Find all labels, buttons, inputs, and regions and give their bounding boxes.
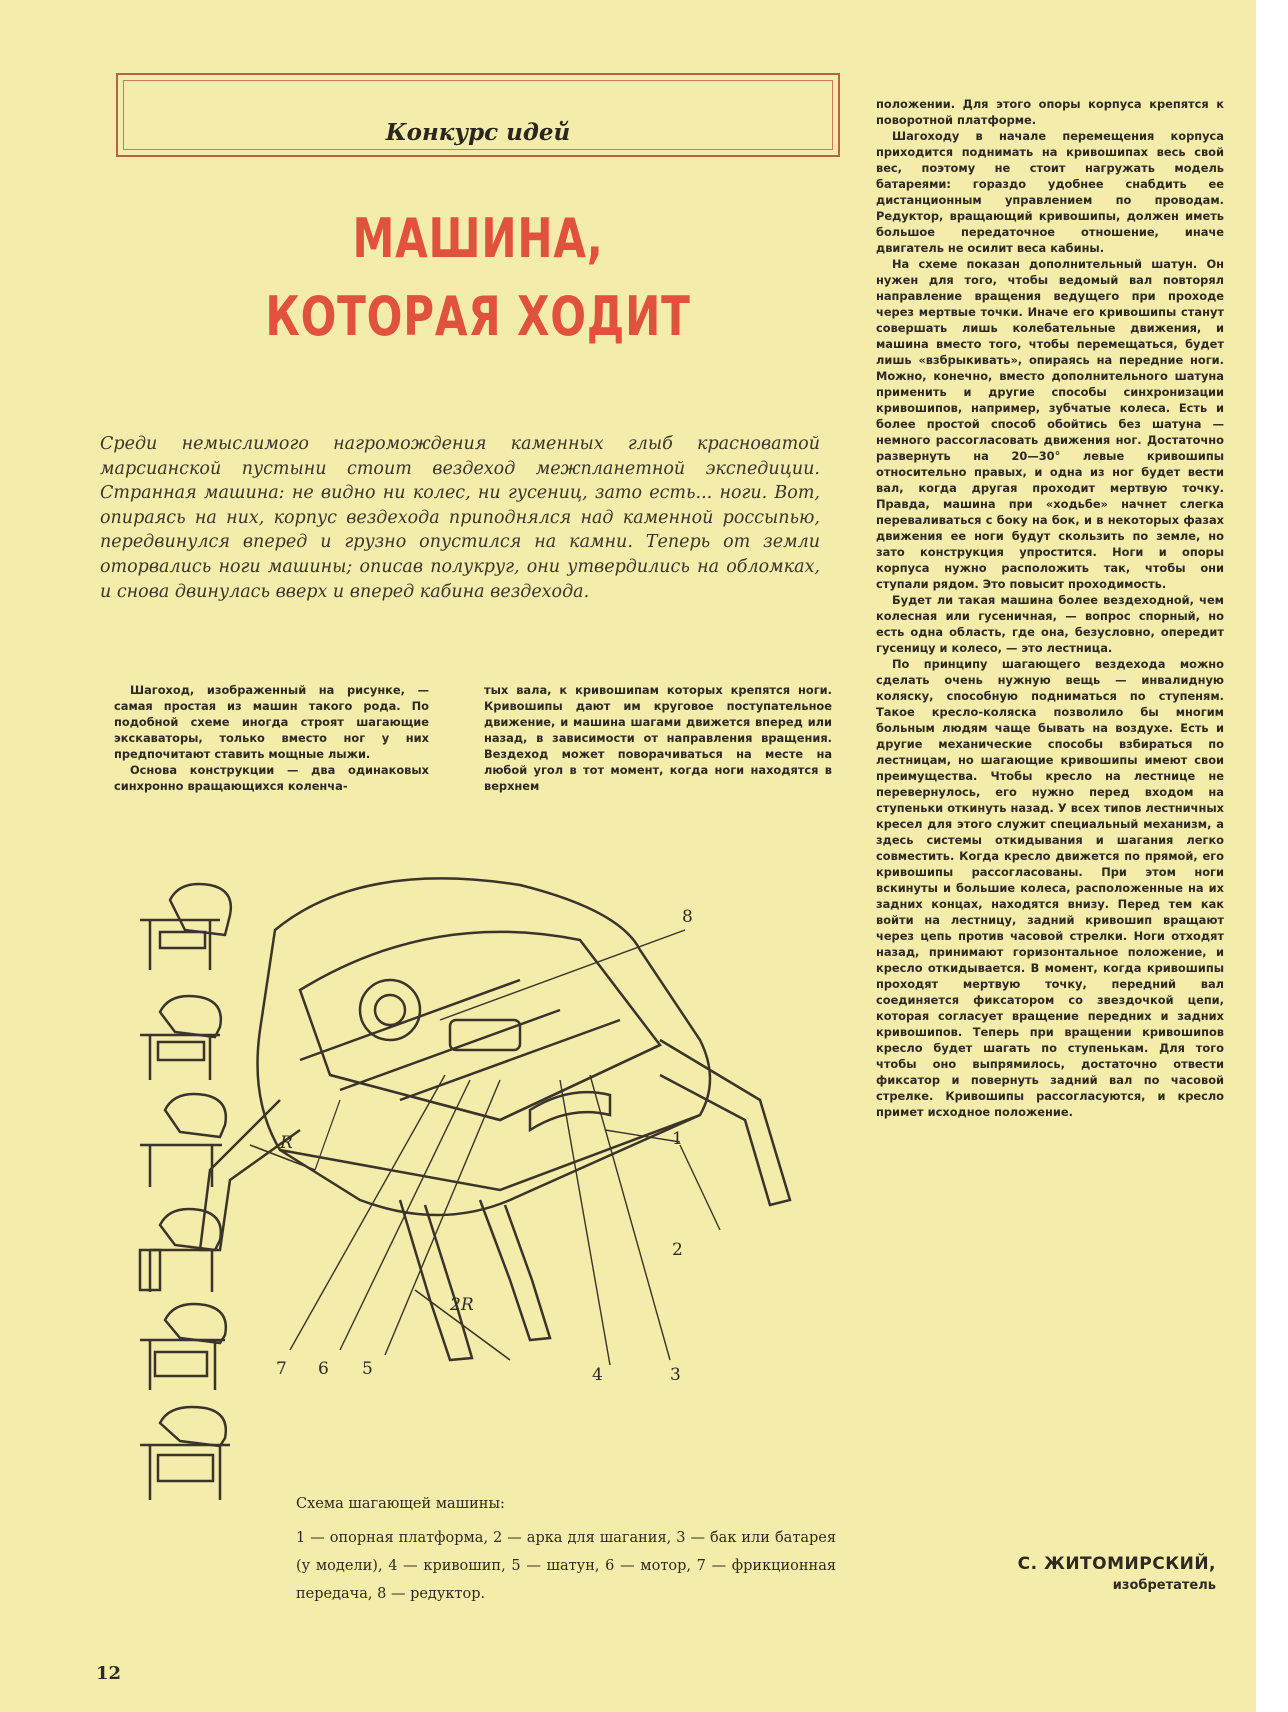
paragraph: Основа конструкции — два одинаковых синхронно вращающихся коленча- (114, 763, 429, 793)
paragraph: положении. Для этого опоры корпуса крепятся к поворотной платформе. (876, 97, 1224, 127)
page-number: 12 (96, 1663, 122, 1684)
vehicle-legs (200, 1040, 790, 1360)
chair-sequence-illustration (140, 884, 231, 1500)
scan-margin (1256, 0, 1288, 1712)
paragraph: На схеме показан дополнительный шатун. Он нужен для того, чтобы ведомый вал повторял направление вращения ведущего при проходе через мертвые точки. Иначе его кривошипы станут совершать лишь колебательные движения, и машина вместо того, чтобы перемещаться, будет лишь «взбрыкивать», опираясь на передние ноги. Можно, конечно, вместо дополнительного шатуна применить и другие способы синхронизации кривошипов, например, зубчатые колеса. Есть и более простой способ обойтись без шатуна — немного рассогласовать движения ног. Достаточно развернуть на 20—30° левые кривошипы относительно правых, и одна из ног будет вести вал, когда другая проходит мертвую точку. Правда, машина при «ходьбе» начнет слегка переваливаться с боку на бок, и в некоторых фазах движения ее ноги будут скользить по земле, но зато конструкция упростится. Ноги и опоры корпуса нужно расположить так, чтобы они ступали рядом. Это повысит проходимость. (876, 257, 1224, 591)
part-label-6: 6 (318, 1359, 329, 1379)
part-label-7: 7 (276, 1359, 287, 1379)
rubric-label: Конкурс идей (385, 119, 571, 146)
part-label-2: 2 (672, 1240, 683, 1260)
author-role: изобретатель (1112, 1578, 1216, 1593)
author-name: С. ЖИТОМИРСКИЙ, (1017, 1554, 1216, 1574)
part-label-5: 5 (362, 1359, 373, 1379)
paragraph: Шагоход, изображенный на рисунке, — самая простая из машин такого рода. По подобной схеме иногда строят шагающие экскаваторы, только вместо ног у них предпочитают ставить мощные лыжи. (114, 683, 429, 761)
text-column-3 (876, 96, 1224, 1120)
part-label-3: 3 (670, 1365, 681, 1385)
part-label-8: 8 (682, 907, 693, 927)
paragraph: тых вала, к кривошипам которых крепятся ноги. Кривошипы дают им круговое поступательное движение, и машина шагами движется вперед или назад, в зависимости от направления вращения. Вездеход может поворачиваться на месте на любой угол в тот момент, когда ноги находятся в верхнем (484, 683, 832, 793)
paragraph: Будет ли такая машина более вездеходной, чем колесная или гусеничная, — вопрос спорный, но есть одна область, где она, безусловно, опередит гусеницу и колесо, — это лестница. (876, 593, 1224, 655)
rubric-frame (116, 73, 840, 157)
lead-paragraph: Среди немыслимого нагромождения каменных глыб красноватой марсианской пустыни стоит вездеход межпланетной экспедиции. Странная машина: не видно ни колес, ни гусениц, зато есть... ноги. Вот, опираясь на них, корпус вездехода приподнялся над каменной россыпью, передвинулся вперед и грузно опустился на камни. Теперь от земли оторвались ноги машины; описав полукруг, они утвердились на обломках, и снова двинулась вверх и вперед кабина вездехода. (100, 434, 820, 602)
author-signature (940, 1554, 1216, 1593)
text-column-1 (114, 682, 429, 794)
text-column-2 (484, 682, 832, 794)
part-label-1: 1 (672, 1129, 683, 1149)
dimension-r-label: R (280, 1133, 293, 1153)
part-label-4: 4 (592, 1365, 603, 1385)
paragraph: Шагоходу в начале перемещения корпуса приходится поднимать на кривошипах весь свой вес, поэтому не стоит нагружать модель батареями: гораздо удобнее снабдить ее дистанционным управлением по проводам. Редуктор, вращающий кривошипы, должен иметь большое передаточное отношение, иначе двигатель не осилит веса кабины. (876, 129, 1224, 255)
article-title-line-1: МАШИНА, (352, 207, 604, 270)
dimension-2r-label: 2R (450, 1295, 474, 1315)
vehicle-body (258, 878, 711, 1215)
paragraph: По принципу шагающего вездехода можно сделать очень нужную вещь — инвалидную коляску, способную подниматься по ступеням. Такое кресло-коляска позволило бы многим больным людям чаще бывать на воздухе. Есть и другие механические способы взбираться по лестницам, но шагающие кривошипы имеют свои преимущества. Чтобы кресло на лестнице не перевернулось, его нужно перед входом на ступеньки откинуть назад. У всех типов лестничных кресел для этого служит специальный механизм, а здесь системы откидывания и шагания легко совместить. Когда кресло движется по прямой, его кривошипы рассогласованы. При этом ноги вскинуты и большие колеса, расположенные на их задних концах, находятся внизу. Перед тем как войти на лестницу, задний кривошип вращают через цепь против часовой стрелки. Ноги отходят назад, принимают горизонтальное положение, и кресло откидывается. В момент, когда кривошипы проходят мертвую точку, передний вал соединяется фиксатором со звездочкой цепи, которая согласует вращение передних и задних кривошипов. Теперь при вращении кривошипов кресло будет шагать по ступенькам. Для того чтобы оно выпрямилось, достаточно отвести фиксатор и повернуть задний вал по часовой стрелке. Кривошипы рассогласуются, и кресло примет исходное положение. (876, 657, 1224, 1119)
figure-caption-title: Схема шагающей машины: (296, 1496, 505, 1512)
article-title-line-2: КОТОРАЯ ХОДИТ (265, 285, 691, 348)
figure-caption-legend: 1 — опорная платформа, 2 — арка для шагания, 3 — бак или батарея (у модели), 4 — кривошип, 5 — шатун, 6 — мотор, 7 — фрикционная передача, 8 — редуктор. (296, 1530, 836, 1602)
